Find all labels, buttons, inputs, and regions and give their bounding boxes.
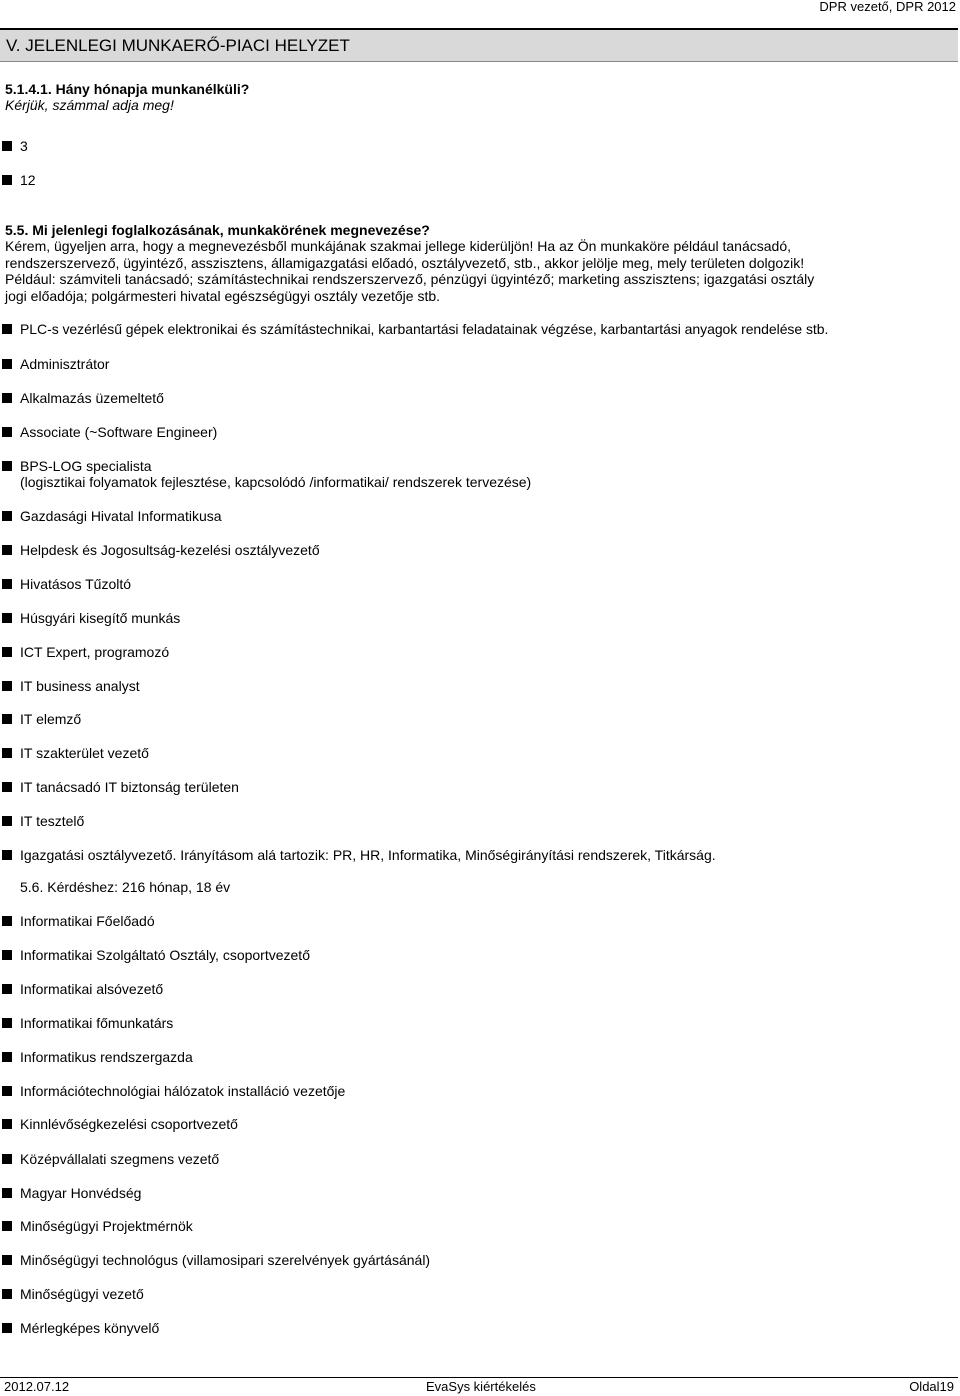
- bullet-square-icon: [2, 1289, 12, 1299]
- bullet-square-icon: [2, 461, 12, 471]
- bullet-square-icon: [2, 1221, 12, 1231]
- footer-title: EvaSys kiértékelés: [426, 1379, 536, 1394]
- bullet-square-icon: [2, 613, 12, 623]
- bullet-square-icon: [2, 1255, 12, 1265]
- bullet-square-icon: [2, 511, 12, 521]
- answer-item: Informatikus rendszergazda: [0, 1048, 193, 1066]
- bullet-square-icon: [2, 748, 12, 758]
- bullet-square-icon: [2, 1188, 12, 1198]
- answer-item: Informatikai Főelőadó: [0, 912, 155, 930]
- section-title: V. JELENLEGI MUNKAERŐ-PIACI HELYZET: [6, 36, 350, 55]
- footer-date: 2012.07.12: [4, 1379, 70, 1394]
- answer-item: Minőségügyi Projektmérnök: [0, 1217, 193, 1235]
- bullet-square-icon: [2, 1323, 12, 1333]
- bullet-square-icon: [2, 359, 12, 369]
- answer-item: Mérlegképes könyvelő: [0, 1319, 159, 1337]
- section-heading-bar: [0, 28, 958, 62]
- bullet-square-icon: [2, 175, 12, 185]
- bullet-square-icon: [2, 714, 12, 724]
- bullet-square-icon: [2, 579, 12, 589]
- bullet-square-icon: [2, 816, 12, 826]
- bullet-square-icon: [2, 647, 12, 657]
- bullet-square-icon: [2, 1119, 12, 1129]
- answer-item: Helpdesk és Jogosultság-kezelési osztályvezető: [0, 541, 320, 559]
- answer-item: IT szakterület vezető: [0, 744, 149, 762]
- answer-item: Középvállalati szegmens vezető: [0, 1150, 219, 1168]
- bullet-square-icon: [2, 1018, 12, 1028]
- answer-item: IT tanácsadó IT biztonság területen: [0, 778, 239, 796]
- answer-item: Hivatásos Tűzoltó: [0, 575, 131, 593]
- page-footer: [0, 1377, 958, 1396]
- bullet-square-icon: [2, 545, 12, 555]
- answer-item: Gazdasági Hivatal Informatikusa: [0, 507, 222, 525]
- bullet-square-icon: [2, 850, 12, 860]
- bullet-square-icon: [2, 141, 12, 151]
- answer-item: Adminisztrátor: [0, 355, 109, 373]
- answer-item: Associate (~Software Engineer): [0, 423, 217, 441]
- document-header: DPR vezető, DPR 2012: [819, 0, 956, 14]
- answer-item: Alkalmazás üzemeltető: [0, 389, 164, 407]
- bullet-square-icon: [2, 1086, 12, 1096]
- footer-page-number: Oldal19: [909, 1379, 954, 1394]
- bullet-square-icon: [2, 782, 12, 792]
- bullet-square-icon: [2, 1154, 12, 1164]
- question-description: Kérem, ügyeljen arra, hogy a megnevezésből munkájának szakmai jellege kiderüljön! Ha az Ön munkaköre például tanácsadó, rendszerszervező, ügyintéző, asszisztens, államigazgatási előadó, osztályvezető, stb., akkor jelölje meg, mely területen dolgozik! Például: számviteli tanácsadó; számítástechnikai rendszerszervező, pénzügyi ügyintéző; marketing asszisztens; igazgatási osztály jogi előadója; polgármesteri hivatal egészségügyi osztály vezetője stb.: [5, 238, 815, 304]
- answer-item: IT business analyst: [0, 677, 140, 695]
- answer-item: Informatikai Szolgáltató Osztály, csoportvezető: [0, 946, 310, 964]
- answer-item: 3: [0, 137, 28, 155]
- bullet-square-icon: [2, 916, 12, 926]
- answer-item: ICT Expert, programozó: [0, 643, 169, 661]
- answer-item: Magyar Honvédség: [0, 1184, 141, 1202]
- answer-item: Minőségügyi technológus (villamosipari szerelvények gyártásánál): [0, 1251, 430, 1269]
- answer-continuation: (logisztikai folyamatok fejlesztése, kapcsolódó /informatikai/ rendszerek tervezése): [20, 474, 532, 490]
- bullet-square-icon: [2, 984, 12, 994]
- answer-item: PLC-s vezérlésű gépek elektronikai és számítástechnikai, karbantartási feladatainak végzése, karbantartási anyagok rendelése stb.: [0, 320, 828, 338]
- bullet-square-icon: [2, 427, 12, 437]
- question-title-current-occupation: 5.5. Mi jelenlegi foglalkozásának, munkakörének megnevezése?: [5, 222, 430, 238]
- bullet-square-icon: [2, 681, 12, 691]
- bullet-square-icon: [2, 1052, 12, 1062]
- answer-item: IT tesztelő: [0, 812, 84, 830]
- question-title-months-unemployed: 5.1.4.1. Hány hónapja munkanélküli?: [5, 81, 250, 97]
- answer-item: Informatikai alsóvezető: [0, 980, 163, 998]
- answer-item: Igazgatási osztályvezető. Irányításom alá tartozik: PR, HR, Informatika, Minőségirányítási rendszerek, Titkárság.: [0, 846, 716, 864]
- bullet-square-icon: [2, 324, 12, 334]
- answer-item: Kinnlévőségkezelési csoportvezető: [0, 1115, 238, 1133]
- answer-item: Minőségügyi vezető: [0, 1285, 144, 1303]
- answer-item: Információtechnológiai hálózatok installáció vezetője: [0, 1082, 345, 1100]
- answer-item: 12: [0, 171, 36, 189]
- question-instruction: Kérjük, számmal adja meg!: [5, 97, 174, 113]
- answer-item: Húsgyári kisegítő munkás: [0, 609, 180, 627]
- answer-item: Informatikai főmunkatárs: [0, 1014, 173, 1032]
- bullet-square-icon: [2, 393, 12, 403]
- answer-item: IT elemző: [0, 710, 81, 728]
- bullet-square-icon: [2, 950, 12, 960]
- answer-continuation: 5.6. Kérdéshez: 216 hónap, 18 év: [20, 879, 231, 895]
- answer-item: BPS-LOG specialista: [0, 457, 152, 475]
